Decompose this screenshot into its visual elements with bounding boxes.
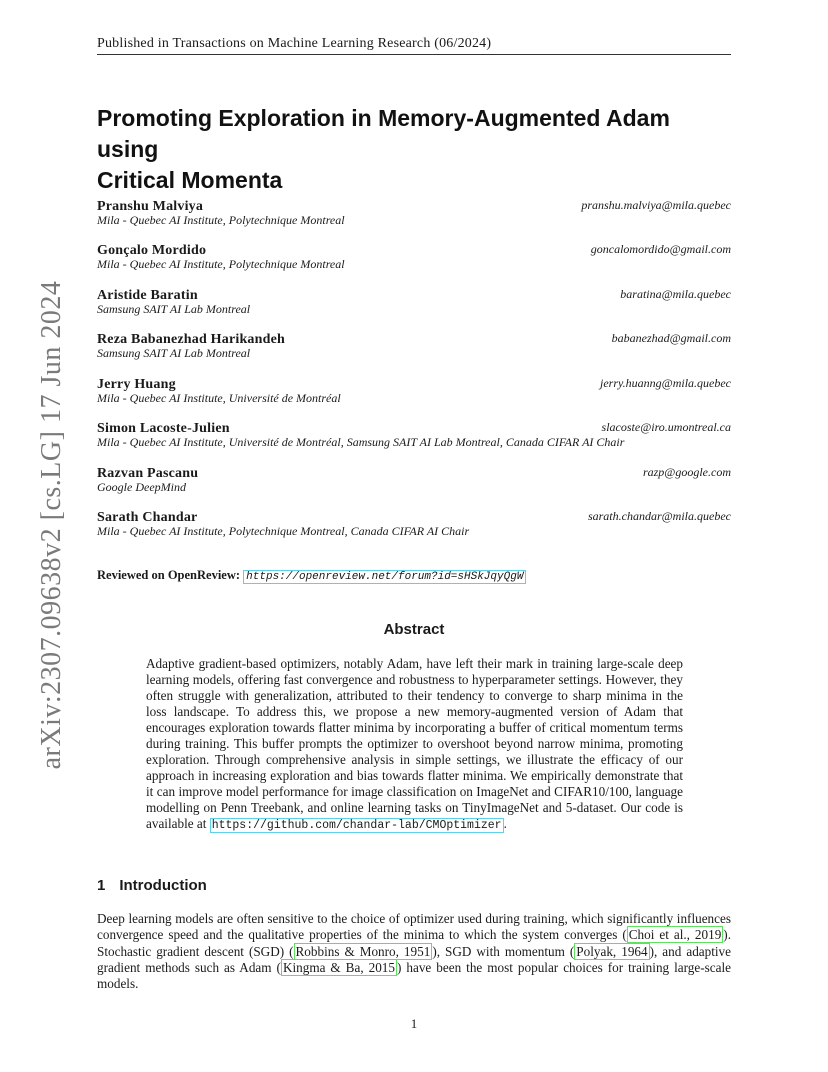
author-name: Simon Lacoste-Julien <box>97 421 230 436</box>
author-block <box>97 419 731 450</box>
author-block <box>97 464 731 495</box>
section-heading <box>97 877 207 894</box>
author-name: Reza Babanezhad Harikandeh <box>97 332 285 347</box>
section-title: Introduction <box>119 877 207 894</box>
intro-text: ). Stochastic gradient descent (SGD) ( <box>97 927 731 959</box>
author-name: Jerry Huang <box>97 377 176 392</box>
author-affiliation: Samsung SAIT AI Lab Montreal <box>97 346 251 360</box>
author-email[interactable]: baratina@mila.quebec <box>620 287 731 301</box>
author-email[interactable]: slacoste@iro.umontreal.ca <box>601 420 731 434</box>
citation-link[interactable]: Kingma & Ba, 2015 <box>282 959 395 975</box>
author-block <box>97 375 731 406</box>
title-line-1: Promoting Exploration in Memory-Augmented Adam using <box>97 105 670 162</box>
journal-header: Published in Transactions on Machine Learning Research (06/2024) <box>97 36 492 51</box>
intro-text: Deep learning models are often sensitive to the choice of optimizer used during training, which significantly influences convergence speed and the qualitative properties of the minima to which the system converges ( <box>97 911 731 943</box>
author-block <box>97 197 731 228</box>
author-name: Pranshu Malviya <box>97 199 204 214</box>
page-number: 1 <box>410 1016 418 1031</box>
author-name: Gonçalo Mordido <box>97 243 207 258</box>
intro-text: ), SGD with momentum ( <box>432 943 575 959</box>
code-repo-link[interactable]: https://github.com/chandar-lab/CMOptimizer <box>211 819 502 832</box>
title-line-2: Critical Momenta <box>97 167 283 193</box>
author-affiliation: Mila - Quebec AI Institute, Polytechnique Montreal, Canada CIFAR AI Chair <box>97 524 470 538</box>
citation-link[interactable]: Choi et al., 2019 <box>628 927 722 943</box>
author-email[interactable]: jerry.huanng@mila.quebec <box>599 376 731 390</box>
intro-text: ) have been the most popular choices for training large-scale models. <box>97 959 731 992</box>
author-block <box>97 241 731 272</box>
author-email[interactable]: pranshu.malviya@mila.quebec <box>581 198 731 212</box>
arxiv-identifier: arXiv:2307.09638v2 [cs.LG] 17 Jun 2024 <box>36 280 67 770</box>
section-number: 1 <box>97 877 106 894</box>
header-rule <box>97 54 731 55</box>
review-line <box>97 568 526 583</box>
author-email[interactable]: goncalomordido@gmail.com <box>590 242 731 256</box>
author-affiliation: Mila - Quebec AI Institute, Université de Montréal, Samsung SAIT AI Lab Montreal, Canada CIFAR AI Chair <box>97 435 625 449</box>
author-affiliation: Samsung SAIT AI Lab Montreal <box>97 302 251 316</box>
author-block <box>97 330 731 361</box>
author-name: Razvan Pascanu <box>97 466 199 481</box>
author-affiliation: Google DeepMind <box>97 480 186 494</box>
author-email[interactable]: razp@google.com <box>642 465 731 479</box>
author-name: Aristide Baratin <box>97 288 198 303</box>
review-label: Reviewed on OpenReview: <box>97 568 241 582</box>
openreview-link[interactable]: https://openreview.net/forum?id=sHSkJqyQgW <box>243 570 526 584</box>
author-name: Sarath Chandar <box>97 510 198 525</box>
abstract-body <box>146 656 683 834</box>
citation-link[interactable]: Robbins & Monro, 1951 <box>295 943 431 959</box>
intro-text: ), and adaptive gradient methods such as Adam ( <box>97 943 732 975</box>
abstract-heading: Abstract <box>383 621 445 638</box>
author-affiliation: Mila - Quebec AI Institute, Polytechnique Montreal <box>97 257 345 271</box>
citation-link[interactable]: Polyak, 1964 <box>576 943 648 959</box>
paper-title <box>97 103 737 196</box>
author-email[interactable]: babanezhad@gmail.com <box>611 331 731 345</box>
abstract-text: Adaptive gradient-based optimizers, notably Adam, have left their mark in training large-scale deep learning models, offering fast convergence and robustness to hyperparameter settings. However, they often struggle with generalization, attributed to their tendency to converge to sharp minima in the loss landscape. To address this, we propose a new memory-augmented version of Adam that encourages exploration towards flatter minima by incorporating a buffer of critical momentum terms during training. This buffer prompts the optimizer to overshoot beyond narrow minima, promoting exploration. Through comprehensive analysis in simple settings, we illustrate the efficacy of our approach in increasing exploration and bias towards flatter minima. We empirically demonstrate that it can improve model performance for image classification on ImageNet and CIFAR10/100, language modelling on Penn Treebank, and online learning tasks on TinyImageNet and 5-dataset. Our code is available at <box>146 656 683 831</box>
author-block <box>97 286 731 317</box>
intro-paragraph <box>97 911 731 992</box>
author-email[interactable]: sarath.chandar@mila.quebec <box>587 509 731 523</box>
author-affiliation: Mila - Quebec AI Institute, Polytechnique Montreal <box>97 213 345 227</box>
abstract-end: . <box>503 816 507 831</box>
author-affiliation: Mila - Quebec AI Institute, Université de Montréal <box>97 391 341 405</box>
author-block <box>97 508 731 539</box>
